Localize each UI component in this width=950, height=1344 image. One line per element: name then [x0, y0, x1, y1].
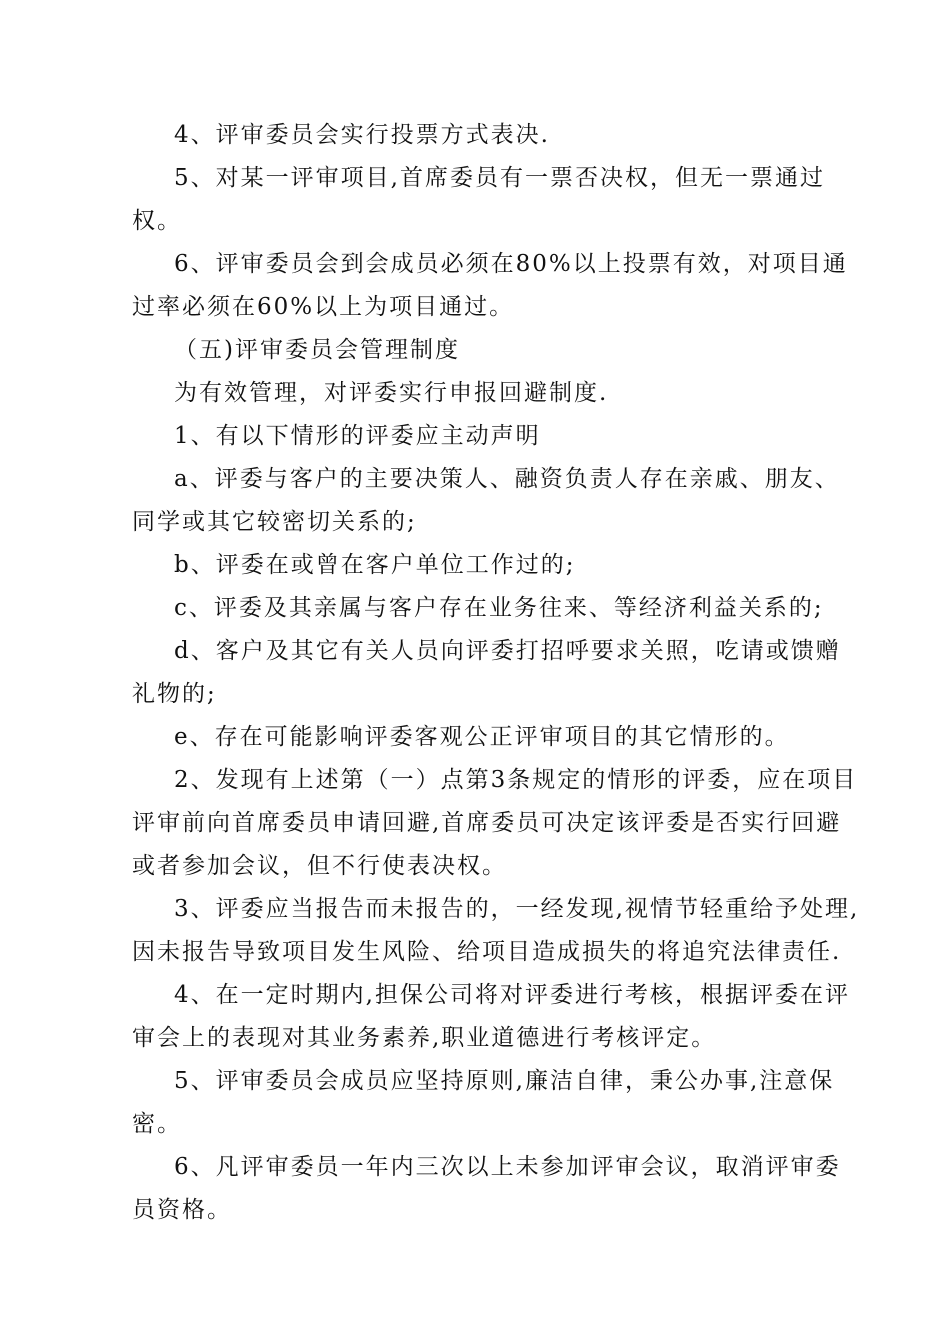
paragraph-disqualification: 6、凡评审委员一年内三次以上未参加评审会议，取消评审委员资格。	[132, 1154, 841, 1223]
paragraph-quorum: 6、评审委员会到会成员必须在80%以上投票有效，对项目通过率必须在60%以上为项目通过。	[132, 251, 848, 320]
list-item-a: a、评委与客户的主要决策人、融资负责人存在亲戚、朋友、同学或其它较密切关系的;	[132, 466, 840, 535]
section-heading-management: （五)评审委员会管理制度	[174, 337, 460, 363]
list-item-e: e、存在可能影响评委客观公正评审项目的其它情形的。	[174, 724, 790, 750]
document-page	[132, 114, 862, 1232]
paragraph-integrity: 5、评审委员会成员应坚持原则,廉洁自律，秉公办事,注意保密。	[132, 1068, 835, 1137]
paragraph-declaration: 1、有以下情形的评委应主动声明	[174, 423, 541, 449]
paragraph-recusal-intro: 为有效管理，对评委实行申报回避制度.	[174, 380, 609, 406]
paragraph-recusal-application: 2、发现有上述第（一）点第3条规定的情形的评委，应在项目评审前向首席委员申请回避,首席委员可决定该评委是否实行回避或者参加会议，但不行使表决权。	[132, 767, 858, 879]
paragraph-assessment: 4、在一定时期内,担保公司将对评委进行考核，根据评委在评审会上的表现对其业务素养,职业道德进行考核评定。	[132, 982, 850, 1051]
list-item-d: d、客户及其它有关人员向评委打招呼要求关照，吃请或馈赠礼物的;	[132, 638, 841, 707]
paragraph-voting-method: 4、评审委员会实行投票方式表决.	[174, 122, 550, 148]
list-item-c: c、评委及其亲属与客户存在业务往来、等经济利益关系的;	[174, 595, 824, 621]
paragraph-veto-right: 5、对某一评审项目,首席委员有一票否决权，但无一票通过权。	[132, 165, 825, 234]
list-item-b: b、评委在或曾在客户单位工作过的;	[174, 552, 576, 578]
paragraph-penalty: 3、评委应当报告而未报告的，一经发现,视情节轻重给予处理,因未报告导致项目发生风险、给项目造成损失的将追究法律责任.	[132, 896, 860, 965]
